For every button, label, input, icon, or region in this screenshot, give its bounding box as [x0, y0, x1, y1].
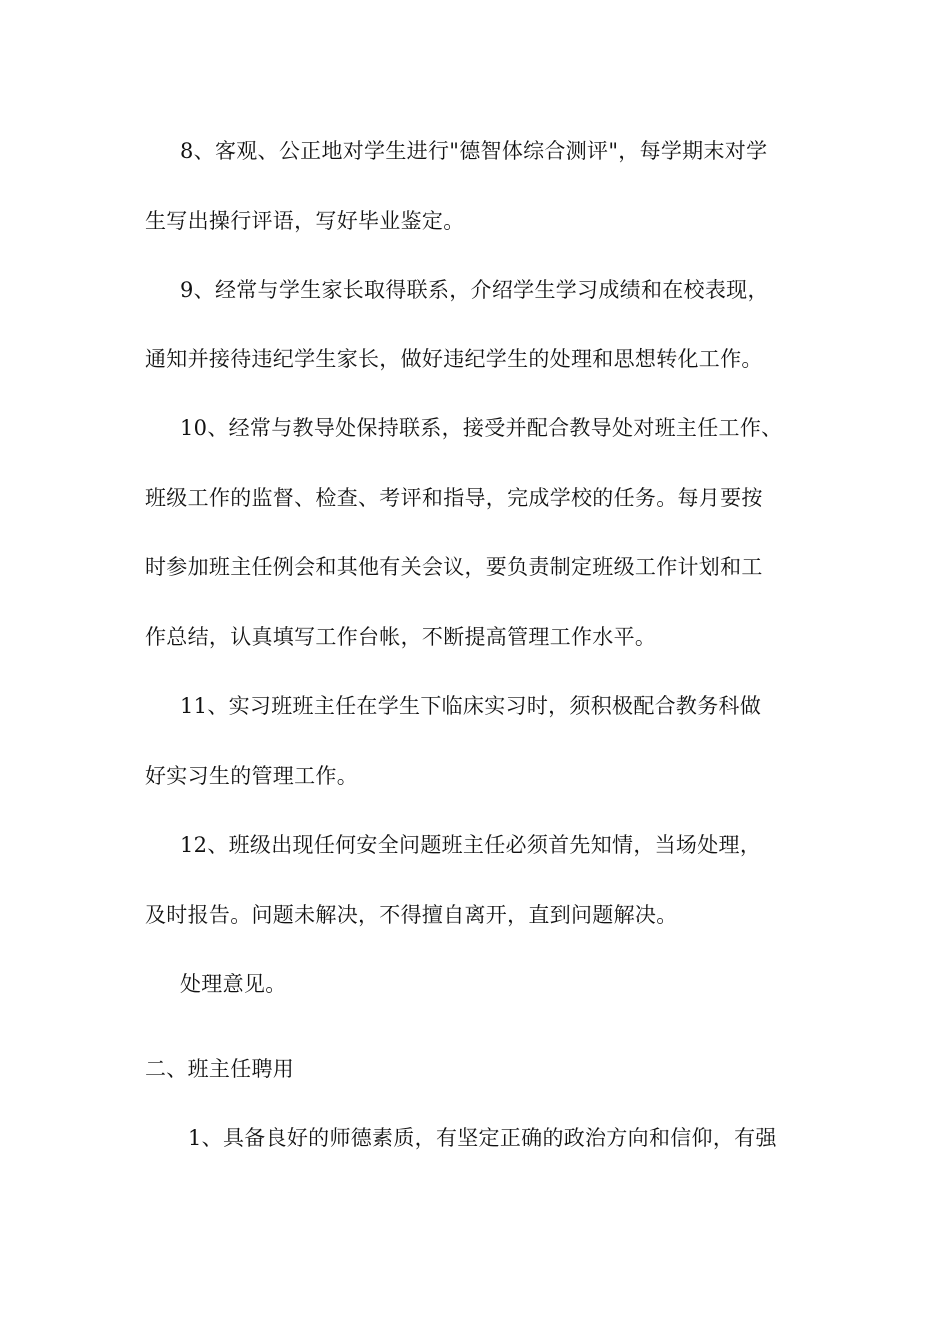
section-item-1-line-1: 1、具备良好的师德素质，有坚定正确的政治方向和信仰，有强 — [188, 1126, 777, 1150]
paragraph-8-line-2: 生写出操行评语，写好毕业鉴定。 — [145, 209, 465, 233]
paragraph-8-line-1: 8、客观、公正地对学生进行"德智体综合测评"，每学期末对学 — [180, 139, 768, 163]
paragraph-10-line-4: 作总结，认真填写工作台帐，不断提高管理工作水平。 — [145, 625, 657, 649]
paragraph-9-line-1: 9、经常与学生家长取得联系，介绍学生学习成绩和在校表现， — [180, 278, 769, 302]
paragraph-10-line-1: 10、经常与教导处保持联系，接受并配合教导处对班主任工作、 — [180, 416, 783, 440]
paragraph-10-line-2: 班级工作的监督、检查、考评和指导，完成学校的任务。每月要按 — [145, 486, 763, 510]
paragraph-10-line-3: 时参加班主任例会和其他有关会议，要负责制定班级工作计划和工 — [145, 555, 763, 579]
processing-opinion: 处理意见。 — [180, 972, 287, 996]
paragraph-9-line-2: 通知并接待违纪学生家长，做好违纪学生的处理和思想转化工作。 — [145, 347, 763, 371]
paragraph-11-line-1: 11、实习班班主任在学生下临床实习时，须积极配合教务科做 — [180, 694, 762, 718]
section-heading: 二、班主任聘用 — [145, 1057, 295, 1081]
paragraph-12-line-1: 12、班级出现任何安全问题班主任必须首先知情，当场处理， — [180, 833, 762, 857]
paragraph-11-line-2: 好实习生的管理工作。 — [145, 764, 358, 788]
paragraph-12-line-2: 及时报告。问题未解决，不得擅自离开，直到问题解决。 — [145, 903, 678, 927]
